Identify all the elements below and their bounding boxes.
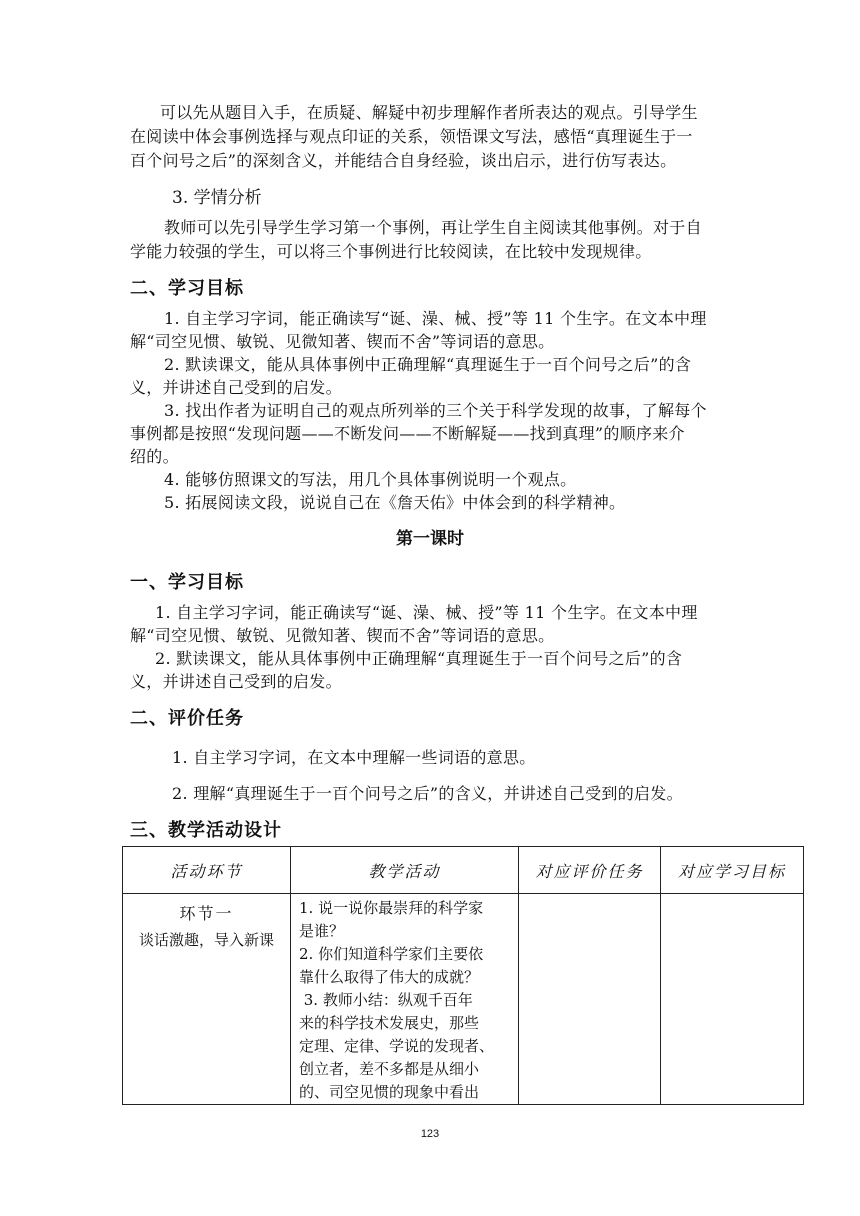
- activity-line: 靠什么取得了伟大的成就？: [299, 968, 480, 986]
- goals-heading: 二、学习目标: [130, 278, 244, 299]
- intro-line-2: 在阅读中体会事例选择与观点印证的关系，领悟课文写法，感悟“真理诞生于一: [130, 127, 693, 146]
- lesson-goal-line-4: 义，并讲述自己受到的启发。: [130, 672, 342, 691]
- col-header-activity: 教学活动: [291, 847, 519, 894]
- goal-line-3: 2. 默读课文，能从具体事例中正确理解“真理诞生于一百个问号之后”的含: [164, 355, 692, 374]
- table-row: [123, 894, 804, 1105]
- page-number: 123: [420, 1128, 440, 1140]
- goal-line-5: 3. 找出作者为证明自己的观点所列举的三个关于科学发现的故事，了解每个: [164, 401, 707, 420]
- lesson-title: 第一课时: [396, 529, 464, 549]
- goal-line-1: 1. 自主学习字词，能正确读写“诞、澡、械、授”等 11 个生字。在文本中理: [164, 309, 707, 328]
- goal-line-4: 义，并讲述自己受到的启发。: [130, 378, 342, 397]
- assessment-item-2: 2. 理解“真理诞生于一百个问号之后”的含义，并讲述自己受到的启发。: [172, 784, 683, 803]
- stage-title: 环节一: [179, 904, 234, 923]
- lesson-goal-line-2: 解“司空见惯、敏锐、见微知著、锲而不舍”等词语的意思。: [130, 626, 555, 645]
- activity-line: 创立者，差不多都是从细小: [299, 1060, 480, 1078]
- assessment-heading: 二、评价任务: [130, 708, 244, 729]
- goal-cell: [661, 894, 804, 1105]
- table-header-row: [123, 847, 804, 894]
- learner-line-2: 学能力较强的学生，可以将三个事例进行比较阅读，在比较中发现规律。: [130, 242, 652, 261]
- activity-line: 3. 教师小结：纵观千百年: [299, 991, 473, 1009]
- stage-desc: 谈话激趣，导入新课: [138, 931, 274, 949]
- activity-line: 1. 说一说你最崇拜的科学家: [299, 899, 484, 917]
- activity-line: 定理、定律、学说的发现者、: [299, 1037, 495, 1055]
- activity-line: 来的科学技术发展史，那些: [299, 1014, 480, 1032]
- goal-line-2: 解“司空见惯、敏锐、见微知著、锲而不舍”等词语的意思。: [130, 332, 555, 351]
- activity-line: 2. 你们知道科学家们主要依: [299, 945, 484, 963]
- activity-line: 的、司空见惯的现象中看出: [299, 1083, 480, 1101]
- intro-line-1: 可以先从题目入手，在质疑、解疑中初步理解作者所表达的观点。引导学生: [160, 103, 698, 122]
- activity-cell: [291, 894, 519, 1105]
- assessment-item-1: 1. 自主学习字词，在文本中理解一些词语的意思。: [172, 748, 536, 767]
- intro-line-3: 百个问号之后”的深刻含义，并能结合自身经验，谈出启示，进行仿写表达。: [130, 151, 677, 170]
- activity-design-heading: 三、教学活动设计: [130, 820, 282, 841]
- col-header-stage: 活动环节: [123, 847, 291, 894]
- activity-table: [122, 846, 804, 1105]
- learner-line-1: 教师可以先引导学生学习第一个事例，再让学生自主阅读其他事例。对于自: [164, 218, 702, 237]
- lesson-goal-line-3: 2. 默读课文，能从具体事例中正确理解“真理诞生于一百个问号之后”的含: [155, 649, 683, 668]
- col-header-task: 对应评价任务: [519, 847, 661, 894]
- goal-line-8: 4. 能够仿照课文的写法，用几个具体事例说明一个观点。: [164, 470, 577, 489]
- learner-analysis-heading: 3. 学情分析: [172, 188, 262, 208]
- goal-line-9: 5. 拓展阅读文段，说说自己在《詹天佑》中体会到的科学精神。: [164, 493, 626, 512]
- col-header-goal: 对应学习目标: [661, 847, 804, 894]
- lesson-goals-heading: 一、学习目标: [130, 572, 244, 593]
- activity-line: 是谁？: [299, 922, 345, 940]
- task-cell: [519, 894, 661, 1105]
- stage-cell: [123, 894, 291, 1105]
- goal-line-7: 绍的。: [130, 447, 179, 466]
- goal-line-6: 事例都是按照“发现问题——不断发问——不断解疑——找到真理”的顺序来介: [130, 424, 685, 443]
- lesson-goal-line-1: 1. 自主学习字词，能正确读写“诞、澡、械、授”等 11 个生字。在文本中理: [155, 603, 698, 622]
